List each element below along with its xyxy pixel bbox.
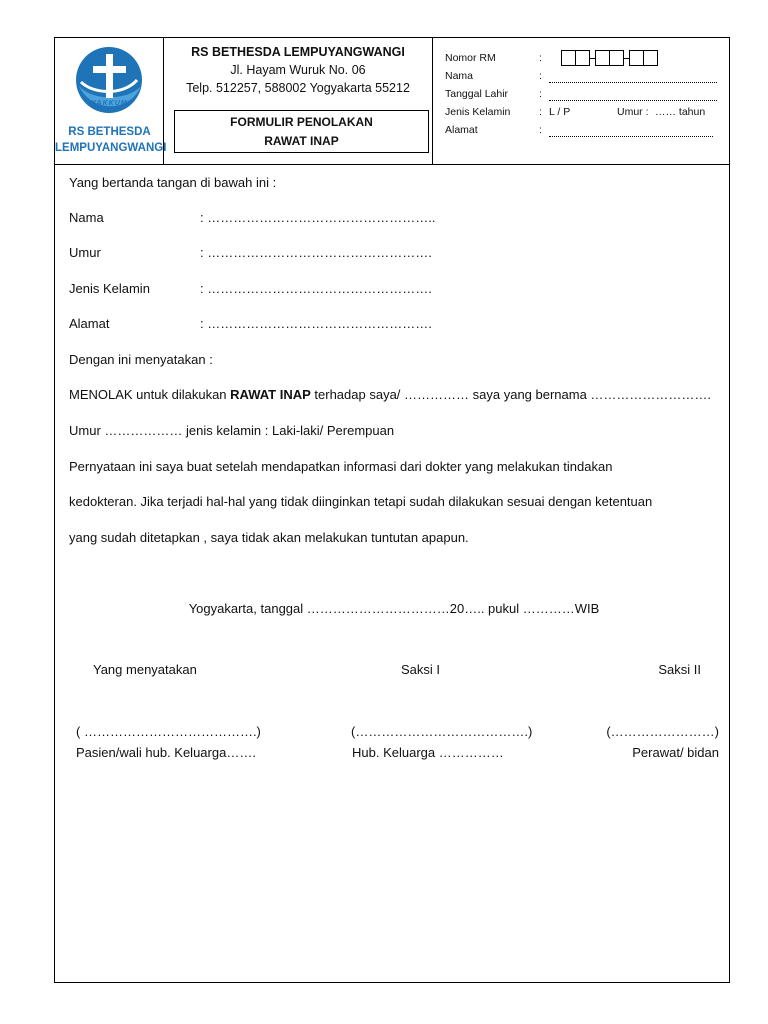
umur-label: Umur : (617, 106, 649, 118)
nomor-rm-row (445, 52, 721, 68)
nama-fill-line[interactable] (549, 82, 717, 83)
umur-value[interactable]: …… tahun (655, 106, 706, 118)
hospital-info (164, 38, 433, 164)
form-title-box (174, 110, 429, 153)
declarant-title: Yang menyatakan (93, 662, 197, 677)
form-title-line1: FORMULIR PENOLAKAN (230, 114, 373, 129)
declarant-signature-blank[interactable]: ( ………………………………….) (76, 724, 261, 739)
witness2-signature-blank[interactable]: (……………………) (606, 724, 719, 739)
place-date-line: Yogyakarta, tanggal ……………………………20….. pukul …………WIB (188, 601, 600, 616)
field-value[interactable]: : …………………………………………….. (200, 210, 436, 225)
jenis-kelamin-row (445, 106, 721, 122)
refusal-suffix: terhadap saya/ …………… saya yang bernama ………………………. (310, 387, 712, 402)
rm-digit-box[interactable] (595, 50, 610, 66)
statement-line-3: yang sudah ditetapkan , saya tidak akan melakukan tuntutan apapun. (69, 530, 469, 545)
hospital-phone: Telp. 512257, 588002 Yogyakarta 55212 (186, 81, 410, 95)
rm-digit-box[interactable] (643, 50, 658, 66)
rm-digit-box[interactable] (561, 50, 576, 66)
alamat-row (445, 124, 721, 140)
rm-digit-box[interactable] (629, 50, 644, 66)
hospital-logo-icon (71, 42, 149, 124)
colon: : (539, 52, 542, 64)
jenis-kelamin-options[interactable]: L / P (549, 106, 571, 118)
rm-digit-box[interactable] (609, 50, 624, 66)
colon: : (539, 88, 542, 100)
form-frame (54, 37, 730, 983)
declaration-heading: Dengan ini menyatakan : (69, 352, 213, 367)
witness1-signature-blank[interactable]: (………………………………….) (351, 724, 533, 739)
intro-text: Yang bertanda tangan di bawah ini : (69, 175, 277, 190)
field-label: Umur (69, 245, 101, 260)
nama-row (445, 70, 721, 86)
colon: : (539, 124, 542, 136)
field-label: Jenis Kelamin (69, 281, 150, 296)
statement-line-1: Pernyataan ini saya buat setelah mendapatkan informasi dari dokter yang melakukan tindakan (69, 459, 613, 474)
field-value[interactable]: : ……………………………………………. (200, 245, 432, 260)
nama-label: Nama (445, 70, 474, 82)
colon: : (539, 70, 542, 82)
statement-line-2: kedokteran. Jika terjadi hal-hal yang tidak diinginkan tetapi sudah dilakukan sesuai dengan ketentuan (69, 494, 653, 509)
field-label: Nama (69, 210, 104, 225)
refusal-statement (69, 387, 719, 402)
form-title-line2: RAWAT INAP (264, 133, 339, 148)
nomor-rm-boxes[interactable] (562, 50, 658, 66)
witness1-title: Saksi I (401, 662, 441, 677)
witness2-role: Perawat/ bidan (632, 745, 719, 760)
tanggal-lahir-label: Tanggal Lahir (445, 88, 509, 100)
tanggal-lahir-row (445, 88, 721, 104)
refusal-bold-term: RAWAT INAP (230, 387, 311, 402)
logo-block (55, 38, 167, 164)
form-header (55, 38, 729, 165)
declarant-role: Pasien/wali hub. Keluarga……. (76, 745, 256, 760)
nomor-rm-label: Nomor RM (445, 52, 496, 64)
hospital-name: RS BETHESDA LEMPUYANGWANGI (191, 45, 405, 59)
rm-digit-box[interactable] (575, 50, 590, 66)
refusal-prefix: MENOLAK untuk dilakukan (69, 387, 231, 402)
hospital-address: Jl. Hayam Wuruk No. 06 (230, 63, 366, 77)
colon: : (539, 106, 542, 118)
witness2-title: Saksi II (658, 662, 701, 677)
field-value[interactable]: : ……………………………………………. (200, 281, 432, 296)
alamat-label: Alamat (445, 124, 478, 136)
age-gender-line: Umur ……………… jenis kelamin : Laki-laki/ Perempuan (69, 423, 395, 438)
jenis-kelamin-label: Jenis Kelamin (445, 106, 511, 118)
logo-yakkum-text: YAKKUM (91, 100, 128, 107)
alamat-fill-line[interactable] (549, 136, 713, 137)
logo-name-line2: LEMPUYANGWANGI (55, 142, 167, 154)
witness1-role: Hub. Keluarga …………… (352, 745, 504, 760)
field-label: Alamat (69, 316, 110, 331)
patient-id-box (433, 38, 729, 164)
field-value[interactable]: : ……………………………………………. (200, 316, 432, 331)
tanggal-lahir-fill-line[interactable] (549, 100, 717, 101)
logo-name-line1: RS BETHESDA (68, 126, 151, 138)
